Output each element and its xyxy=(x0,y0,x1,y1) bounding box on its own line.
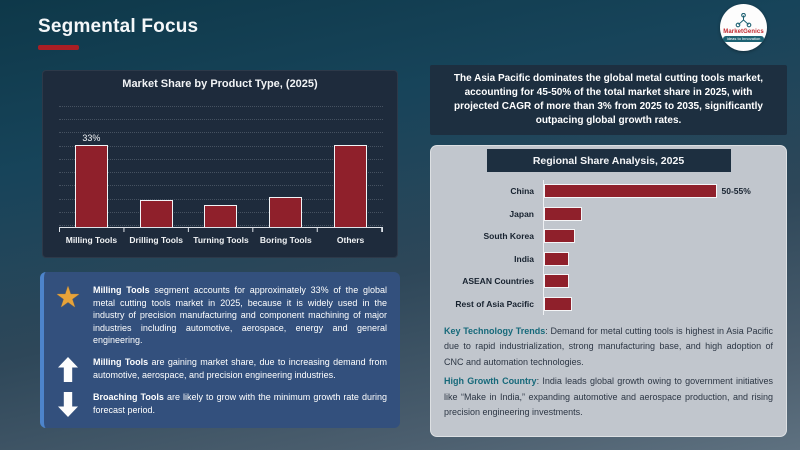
bar-india xyxy=(544,252,569,266)
logo-tagline: Ideas to Innovation xyxy=(723,36,765,43)
regional-row-rest-of-asia-pacific xyxy=(439,293,774,316)
insight-lead: Milling Tools xyxy=(93,356,149,367)
x-axis-label: Others xyxy=(336,235,365,245)
insight-lead: Broaching Tools xyxy=(93,391,164,402)
region-label: South Korea xyxy=(483,231,534,242)
regional-share-panel xyxy=(430,145,787,437)
bar-others xyxy=(334,145,367,228)
key-technology-trends-text: : Demand for metal cutting tools is highest in Asia Pacific due to rapid industrialization, strong manufacturing base, and high adoption of CNC and automation technologies. xyxy=(444,326,773,367)
bar-data-label: 33% xyxy=(82,132,101,143)
asia-pacific-highlight-text: The Asia Pacific dominates the global metal cutting tools market, accounting for 45-50% of the total market share in 2025, with projected CAGR of more than 3% from 2025 to 2035, significantly outpacing global growth rates. xyxy=(453,72,764,127)
bar-column-turning-tools xyxy=(189,102,254,227)
insight-lead: Milling Tools xyxy=(93,285,150,295)
regional-row-south-korea xyxy=(439,225,774,248)
down-arrow-icon xyxy=(58,392,78,417)
bar-data-label: 50-55% xyxy=(721,186,751,197)
key-trends-section xyxy=(431,317,786,421)
insight-item-broaching-decline xyxy=(52,391,387,417)
bar-rest-of-asia-pacific xyxy=(544,297,572,311)
bar-column-boring-tools xyxy=(253,102,318,227)
x-axis-label: Turning Tools xyxy=(193,235,249,245)
x-axis-label: Drilling Tools xyxy=(129,235,184,245)
bar-drilling-tools xyxy=(140,200,173,228)
region-label: Japan xyxy=(509,208,534,219)
key-technology-trends-paragraph xyxy=(444,324,773,370)
insight-text: Milling Tools segment accounts for approximately 33% of the global metal cutting tools market in 2025, because it is widely used in the industry of precision manufacturing and component machining of major industries including automotive, aerospace, energy and general engineering. xyxy=(93,285,387,346)
regional-row-india xyxy=(439,248,774,271)
regional-row-japan xyxy=(439,203,774,226)
regional-chart-title: Regional Share Analysis, 2025 xyxy=(487,149,731,172)
bar-asean-countries xyxy=(544,274,569,288)
bar-column-milling-tools xyxy=(59,102,124,227)
bar-turning-tools xyxy=(204,205,237,228)
segment-insights-box xyxy=(40,272,400,428)
region-label: India xyxy=(514,253,534,264)
bar-south-korea xyxy=(544,229,575,243)
regional-row-china xyxy=(439,180,774,203)
bar-column-others xyxy=(318,102,383,227)
up-arrow-icon xyxy=(58,357,78,382)
x-axis-label: Boring Tools xyxy=(259,235,312,245)
x-axis-labels xyxy=(59,235,383,245)
region-label: Rest of Asia Pacific xyxy=(455,298,534,309)
bar-japan xyxy=(544,207,582,221)
bar-series xyxy=(59,102,383,227)
bar-column-drilling-tools xyxy=(124,102,189,227)
product-chart-title: Market Share by Product Type, (2025) xyxy=(122,78,318,90)
key-technology-trends-lead: Key Technology Trends xyxy=(444,326,546,336)
molecule-icon xyxy=(735,13,752,28)
high-growth-country-lead: High Growth Country xyxy=(444,376,537,387)
regional-bar-chart xyxy=(431,172,786,317)
marketgenics-logo xyxy=(720,4,767,51)
insight-item-milling-growth xyxy=(52,356,387,382)
high-growth-country-text: : India leads global growth owing to government initiatives like “Make in India,” expanding automotive and aerospace production, and rising precision engineering investments. xyxy=(444,376,773,418)
insight-text: Broaching Tools are likely to grow with the minimum growth rate during forecast period. xyxy=(93,391,387,415)
x-axis-ticks xyxy=(59,228,383,232)
page-title: Segmental Focus xyxy=(38,16,199,37)
regional-row-asean xyxy=(439,270,774,293)
asia-pacific-highlight-box xyxy=(430,65,787,135)
insight-item-milling-share xyxy=(52,284,387,347)
product-chart-plot-area xyxy=(59,102,383,228)
bar-boring-tools xyxy=(269,197,302,227)
high-growth-country-paragraph xyxy=(444,374,773,420)
star-icon: ★ xyxy=(55,282,81,314)
x-axis-label: Milling Tools xyxy=(65,235,118,245)
region-label: China xyxy=(510,186,534,197)
bar-china xyxy=(544,184,717,198)
product-share-chart-panel xyxy=(42,70,398,258)
bar-milling-tools xyxy=(75,145,108,228)
region-label: ASEAN Countries xyxy=(462,276,534,287)
title-underline-decoration xyxy=(38,45,79,50)
logo-name: MarketGenics xyxy=(723,28,764,35)
insight-text: Milling Tools are gaining market share, due to increasing demand from automotive, aerospace, and precision engineering industries. xyxy=(93,356,387,380)
